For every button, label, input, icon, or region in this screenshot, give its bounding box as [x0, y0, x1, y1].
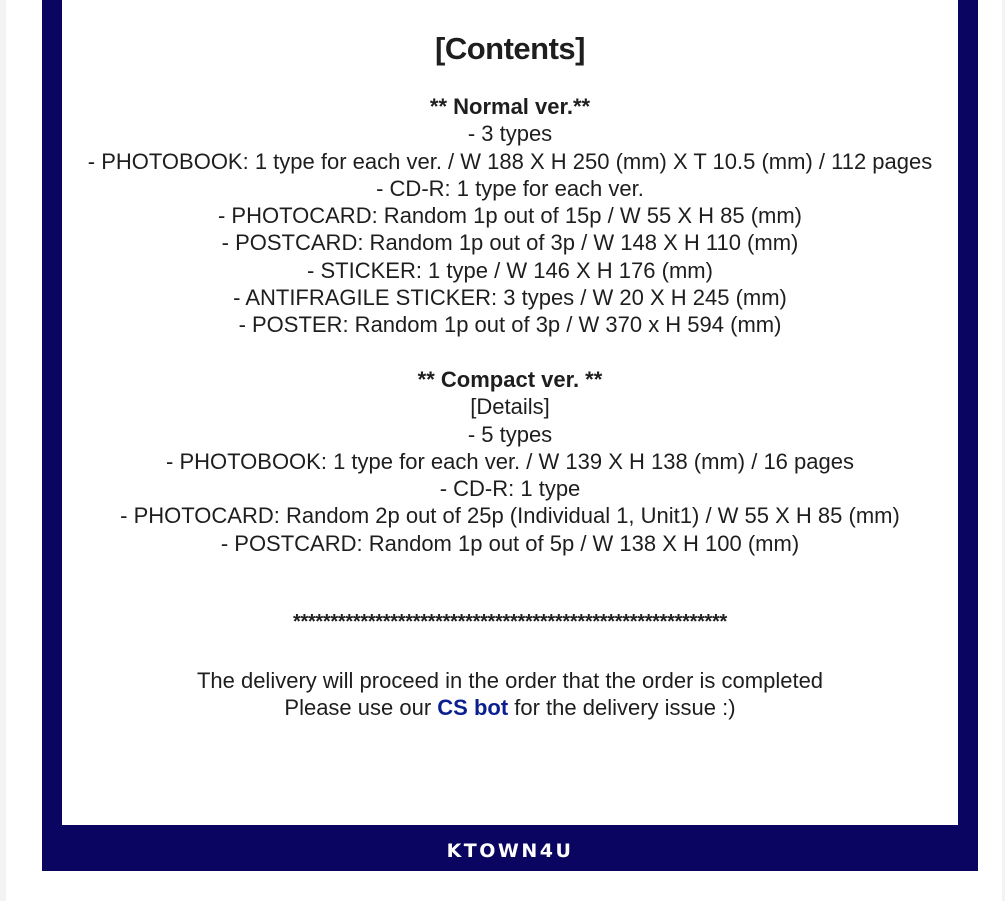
- normal-item: - CD-R: 1 type for each ver.: [376, 175, 644, 201]
- cs-notice-suffix: for the delivery issue :): [508, 695, 736, 721]
- compact-item: - 5 types: [467, 421, 553, 447]
- normal-item: - STICKER: 1 type / W 146 X H 176 (mm): [307, 257, 713, 283]
- normal-version-section: [62, 93, 958, 339]
- separator: **********************************************************: [292, 611, 728, 633]
- compact-item: [Details]: [470, 394, 550, 420]
- normal-item: - PHOTOBOOK: 1 type for each ver. / W 188 X H 250 (mm) X T 10.5 (mm) / 112 pages: [87, 148, 933, 174]
- compact-item: - PHOTOCARD: Random 2p out of 25p (Individual 1, Unit1) / W 55 X H 85 (mm): [120, 503, 900, 529]
- delivery-notice: [62, 667, 958, 722]
- normal-item: - ANTIFRAGILE STICKER: 3 types / W 20 X H 245 (mm): [233, 285, 787, 311]
- normal-item: - POSTCARD: Random 1p out of 3p / W 148 X H 110 (mm): [221, 230, 799, 256]
- cs-bot-link[interactable]: CS bot: [437, 695, 509, 721]
- normal-version-title: ** Normal ver.**: [429, 94, 591, 119]
- compact-item: - PHOTOBOOK: 1 type for each ver. / W 139 X H 138 (mm) / 16 pages: [166, 448, 854, 474]
- normal-item: - PHOTOCARD: Random 1p out of 15p / W 55 X H 85 (mm): [217, 203, 802, 229]
- cs-notice-line: [62, 694, 958, 721]
- normal-item: - POSTER: Random 1p out of 3p / W 370 x H 594 (mm): [238, 312, 782, 338]
- contents-heading: [Contents]: [435, 31, 585, 66]
- contents-panel: [62, 0, 958, 825]
- compact-version-title: ** Compact ver. **: [417, 367, 603, 392]
- compact-item: - CD-R: 1 type: [439, 476, 581, 502]
- compact-item: - POSTCARD: Random 1p out of 5p / W 138 X H 100 (mm): [220, 530, 800, 556]
- ktown4u-logo: KTOWN4U: [446, 840, 574, 862]
- delivery-notice-line: The delivery will proceed in the order that the order is completed: [196, 668, 824, 693]
- cs-notice-prefix: Please use our: [284, 695, 438, 721]
- normal-item: - 3 types: [467, 121, 553, 147]
- compact-version-section: [62, 366, 958, 557]
- product-detail-page: [6, 0, 1002, 901]
